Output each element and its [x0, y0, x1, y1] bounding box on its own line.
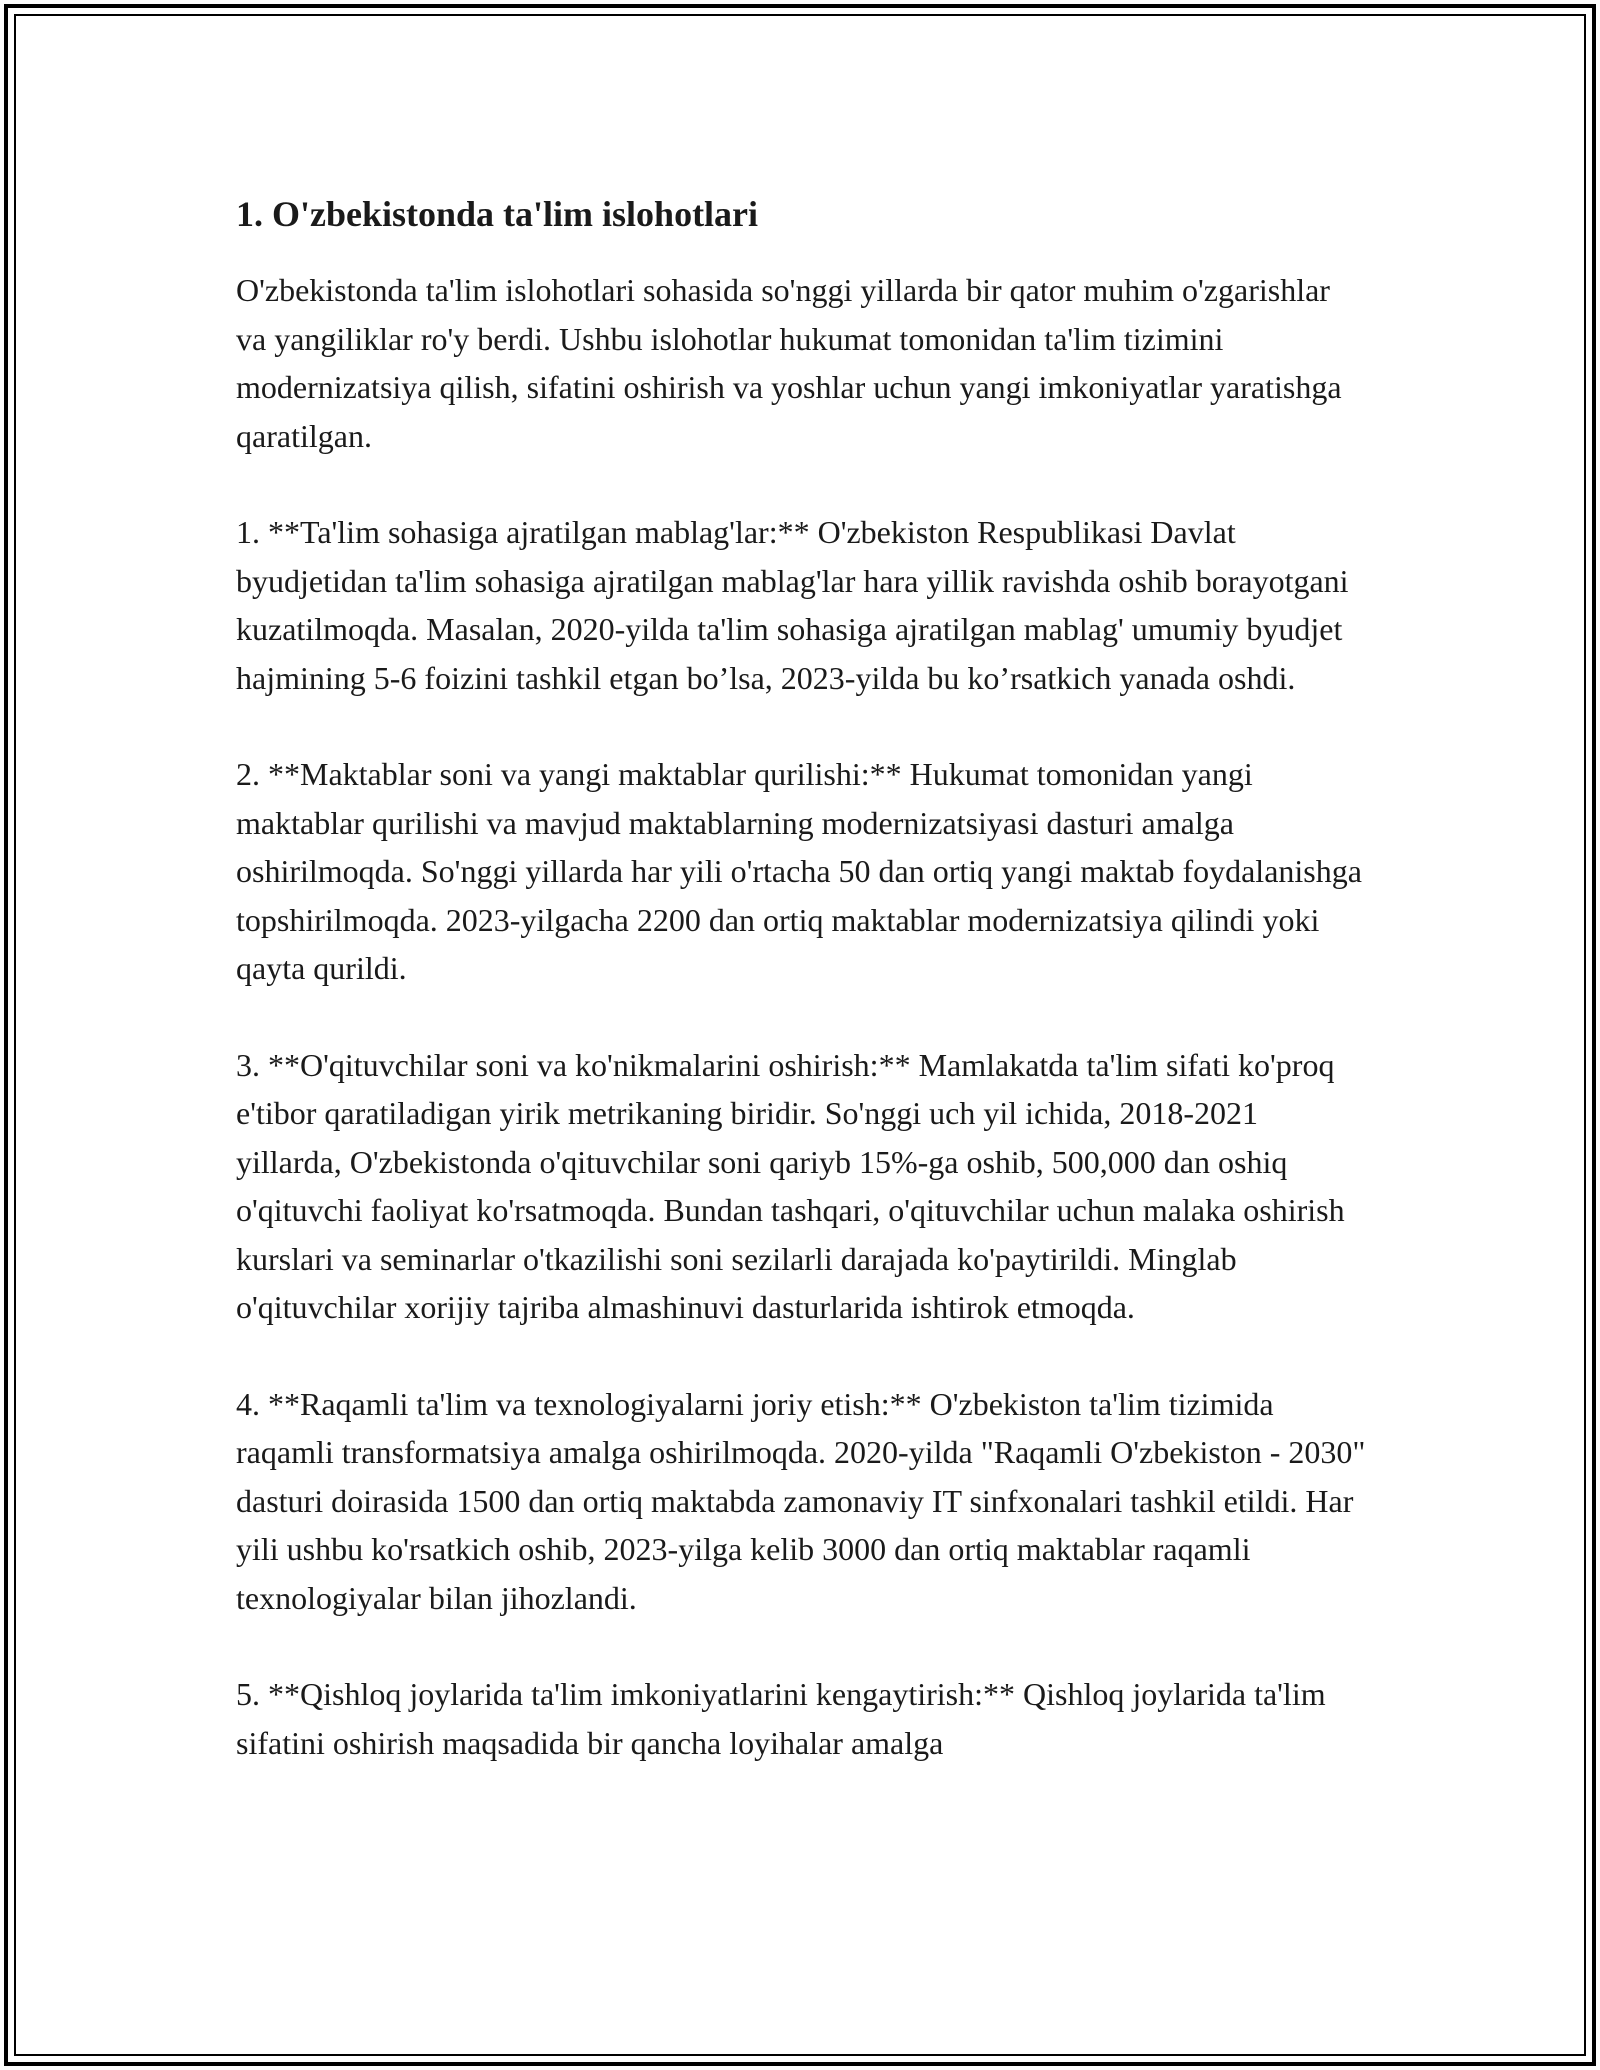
intro-paragraph: O'zbekistonda ta'lim islohotlari sohasida so'nggi yillarda bir qator muhim o'zgarishlar va yangiliklar ro'y berdi. Ushbu islohotlar hukumat tomonidan ta'lim tizimini modernizatsiya qilish, sifatini oshirish va yoshlar uchun yangi imkoniyatlar yaratishga qaratilgan.	[236, 272, 1342, 454]
paragraph-teachers: 3. **O'qituvchilar soni va ko'nikmalarini oshirish:** Mamlakatda ta'lim sifati ko'proq e'tibor qaratiladigan yirik metrikaning biridir. So'nggi uch yil ichida, 2018-2021 yillarda, O'zbekistonda o'qituvchilar soni qariyb 15%-ga oshib, 500,000 dan oshiq o'qituvchi faoliyat ko'rsatmoqda. Bundan tashqari, o'qituvchilar uchun malaka oshirish kurslari va seminarlar o'tkazilishi soni sezilarli darajada ko'paytirildi. Minglab o'qituvchilar xorijiy tajriba almashinuvi dasturlarida ishtirok etmoqda.	[236, 1046, 1345, 1325]
paragraph-digital: 4. **Raqamli ta'lim va texnologiyalarni joriy etish:** O'zbekiston ta'lim tizimida raqamli transformatsiya amalga oshirilmoqda. 2020-yilda "Raqamli O'zbekiston - 2030" dasturi doirasida 1500 dan ortiq maktabda zamonaviy IT sinfxonalari tashkil etildi. Har yili ushbu ko'rsatkich oshib, 2023-yilga kelib 3000 dan ortiq maktablar raqamli texnologiyalar bilan jihozlandi.	[236, 1385, 1366, 1616]
document-body	[236, 190, 1366, 1815]
paragraph-funding: 1. **Ta'lim sohasiga ajratilgan mablag'lar:** O'zbekiston Respublikasi Davlat byudjetidan ta'lim sohasiga ajratilgan mablag'lar hara yillik ravishda oshib borayotgani kuzatilmoqda. Masalan, 2020-yilda ta'lim sohasiga ajratilgan mablag' umumiy byudjet hajmining 5-6 foizini tashkil etgan bo’lsa, 2023-yilda bu ko’rsatkich yanada oshdi.	[236, 514, 1349, 696]
paragraph-schools: 2. **Maktablar soni va yangi maktablar qurilishi:** Hukumat tomonidan yangi maktablar qurilishi va mavjud maktablarning modernizatsiyasi dasturi amalga oshirilmoqda. So'nggi yillarda har yili o'rtacha 50 dan ortiq yangi maktab foydalanishga topshirilmoqda. 2023-yilgacha 2200 dan ortiq maktablar modernizatsiya qilindi yoki qayta qurildi.	[236, 756, 1362, 986]
paragraph-rural: 5. **Qishloq joylarida ta'lim imkoniyatlarini kengaytirish:** Qishloq joylarida ta'lim sifatini oshirish maqsadida bir qancha loyihalar amalga	[236, 1676, 1326, 1761]
document-title: 1. O'zbekistonda ta'lim islohotlari	[236, 194, 759, 234]
